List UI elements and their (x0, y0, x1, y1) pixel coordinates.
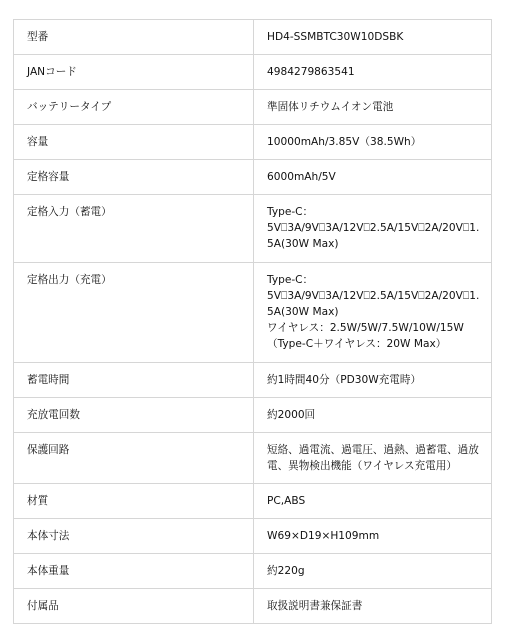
spec-label: 定格入力（蓄電） (14, 195, 254, 263)
spec-label: JANコード (14, 55, 254, 90)
spec-row-capacity (14, 125, 492, 160)
spec-row-material (14, 484, 492, 519)
spec-label: 本体重量 (14, 554, 254, 589)
spec-label: 材質 (14, 484, 254, 519)
spec-value: 約2000回 (254, 398, 492, 433)
spec-value: Type-C： 5V⎕3A/9V⎕3A/12V⎕2.5A/15V⎕2A/20V⎕1.5A(30W Max) ワイヤレス：2.5W/5W/7.5W/10W/15W （Type-C＋ワイヤレス：20W Max） (254, 263, 492, 363)
spec-row-rated-output (14, 263, 492, 363)
spec-label: 容量 (14, 125, 254, 160)
spec-row-rated-input (14, 195, 492, 263)
spec-row-dimensions (14, 519, 492, 554)
spec-value: Type-C： 5V⎕3A/9V⎕3A/12V⎕2.5A/15V⎕2A/20V⎕1.5A(30W Max) (254, 195, 492, 263)
spec-value: 短絡、過電流、過電圧、過熱、過蓄電、過放電、異物検出機能（ワイヤレス充電用） (254, 433, 492, 484)
spec-value: 4984279863541 (254, 55, 492, 90)
spec-label: 付属品 (14, 589, 254, 624)
spec-row-jan (14, 55, 492, 90)
spec-value: W69×D19×H109mm (254, 519, 492, 554)
spec-value: 取扱説明書兼保証書 (254, 589, 492, 624)
spec-label: バッテリータイプ (14, 90, 254, 125)
spec-row-protection (14, 433, 492, 484)
spec-row-weight (14, 554, 492, 589)
spec-value: HD4-SSMBTC30W10DSBK (254, 20, 492, 55)
spec-row-rated-capacity (14, 160, 492, 195)
spec-value: PC,ABS (254, 484, 492, 519)
spec-row-battery-type (14, 90, 492, 125)
spec-label: 本体寸法 (14, 519, 254, 554)
spec-label: 定格容量 (14, 160, 254, 195)
spec-value: 準固体リチウムイオン電池 (254, 90, 492, 125)
spec-value: 6000mAh/5V (254, 160, 492, 195)
spec-label: 蓄電時間 (14, 363, 254, 398)
spec-value: 約220g (254, 554, 492, 589)
spec-row-charge-time (14, 363, 492, 398)
spec-table (13, 19, 492, 624)
spec-value: 10000mAh/3.85V（38.5Wh） (254, 125, 492, 160)
spec-row-cycles (14, 398, 492, 433)
spec-label: 型番 (14, 20, 254, 55)
spec-value: 約1時間40分（PD30W充電時） (254, 363, 492, 398)
spec-label: 定格出力（充電） (14, 263, 254, 363)
spec-row-accessories (14, 589, 492, 624)
spec-label: 充放電回数 (14, 398, 254, 433)
spec-row-model (14, 20, 492, 55)
spec-label: 保護回路 (14, 433, 254, 484)
